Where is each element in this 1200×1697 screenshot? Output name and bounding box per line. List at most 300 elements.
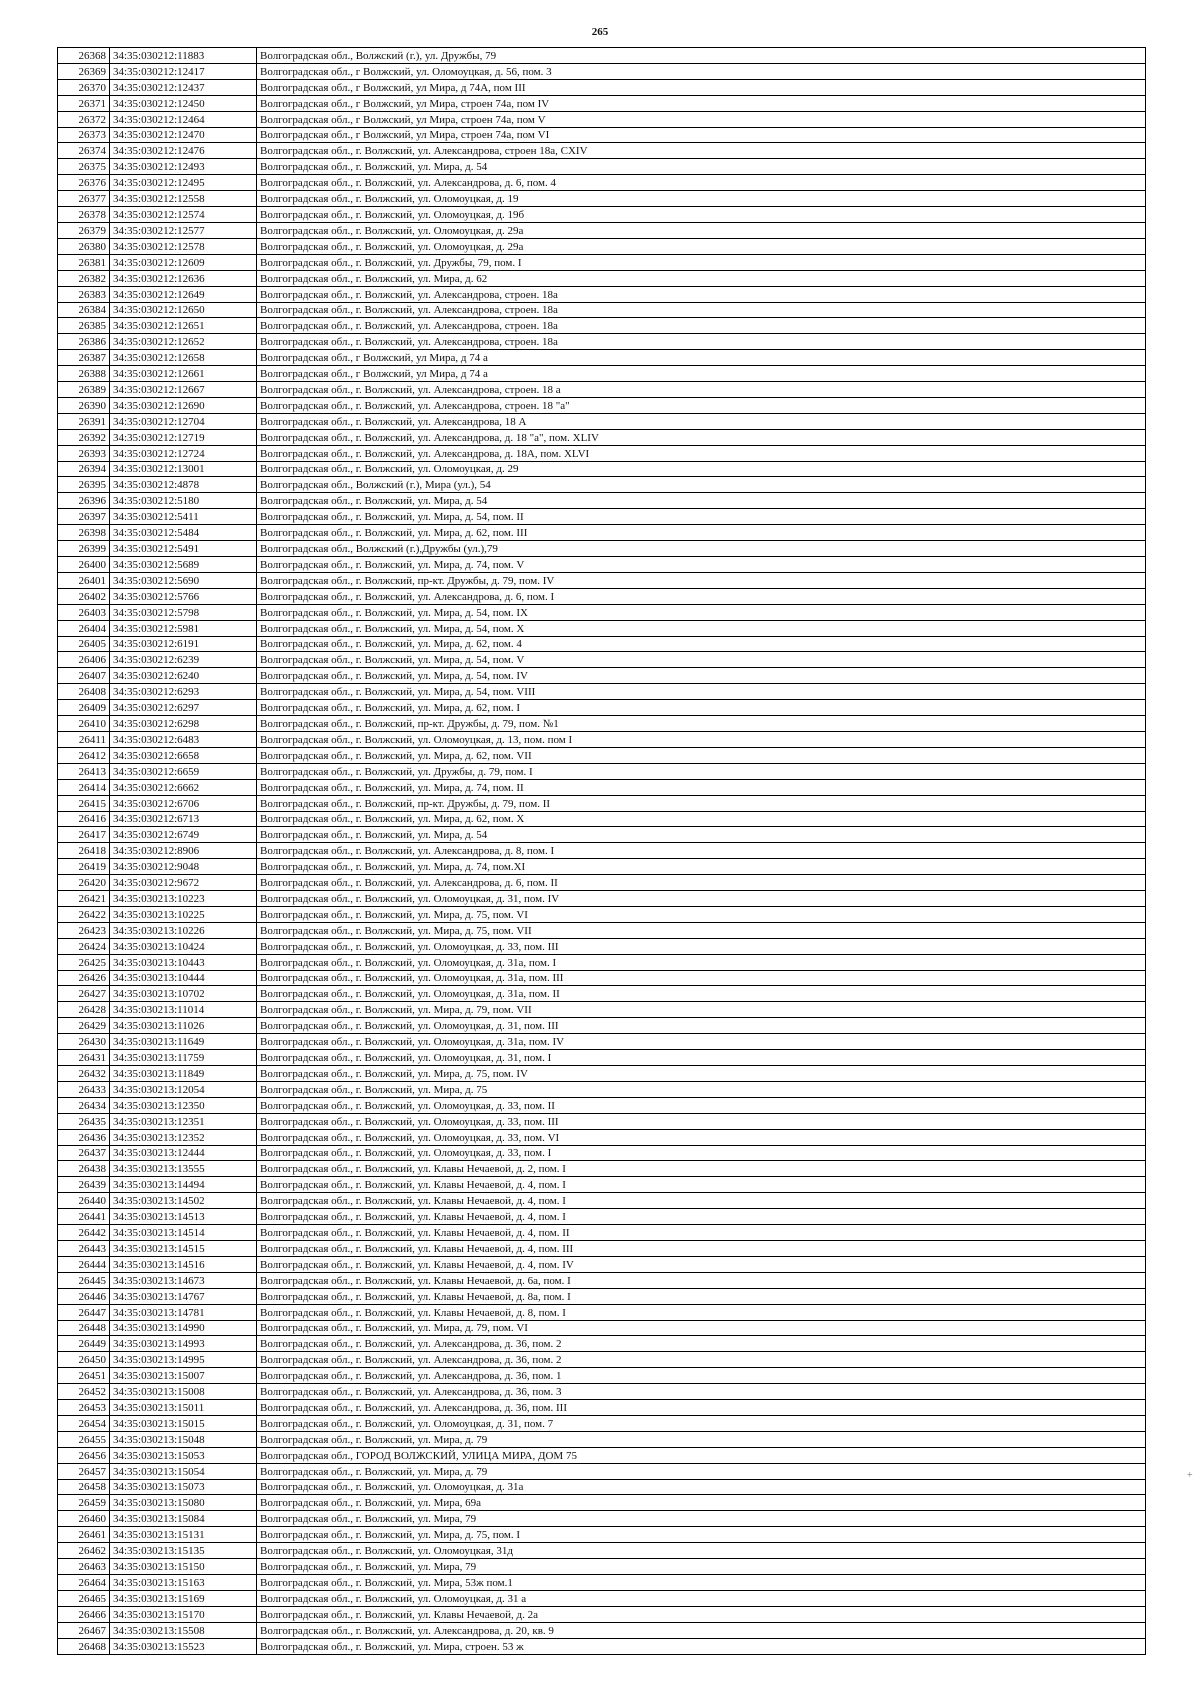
row-number-cell: 26425	[58, 954, 110, 970]
row-number-cell: 26443	[58, 1240, 110, 1256]
table-row	[58, 795, 1146, 811]
address-cell: Волгоградская обл., Волжский (г.), ул. Дружбы, 79	[257, 48, 1146, 64]
cadastral-number-cell: 34:35:030213:15007	[110, 1368, 257, 1384]
cadastral-number-cell: 34:35:030213:10424	[110, 938, 257, 954]
row-number-cell: 26466	[58, 1606, 110, 1622]
row-number-cell: 26369	[58, 63, 110, 79]
row-number-cell: 26368	[58, 48, 110, 64]
address-cell: Волгоградская обл., г. Волжский, ул. Александрова, д. 36, пом. 1	[257, 1368, 1146, 1384]
cadastral-number-cell: 34:35:030212:6749	[110, 827, 257, 843]
cadastral-number-cell: 34:35:030213:14516	[110, 1256, 257, 1272]
cadastral-number-cell: 34:35:030213:12350	[110, 1097, 257, 1113]
cadastral-number-cell: 34:35:030212:5766	[110, 588, 257, 604]
address-cell: Волгоградская обл., г. Волжский, ул. Александрова, д. 6, пом. 4	[257, 175, 1146, 191]
address-cell: Волгоградская обл., г. Волжский, ул. Александрова, д. 36, пом. 2	[257, 1352, 1146, 1368]
table-row	[58, 525, 1146, 541]
table-row	[58, 95, 1146, 111]
cadastral-number-cell: 34:35:030213:10443	[110, 954, 257, 970]
address-cell: Волгоградская обл., г. Волжский, ул. Александрова, д. 20, кв. 9	[257, 1622, 1146, 1638]
cadastral-number-cell: 34:35:030212:12464	[110, 111, 257, 127]
cadastral-number-cell: 34:35:030213:15011	[110, 1400, 257, 1416]
address-cell: Волгоградская обл., г. Волжский, ул. Оломоуцкая, д. 29	[257, 461, 1146, 477]
address-cell: Волгоградская обл., г. Волжский, ул. Клавы Нечаевой, д. 4, пом. I	[257, 1209, 1146, 1225]
table-row	[58, 1113, 1146, 1129]
address-cell: Волгоградская обл., г. Волжский, ул. Клавы Нечаевой, д. 2, пом. I	[257, 1161, 1146, 1177]
address-cell: Волгоградская обл., г. Волжский, ул. Мира, 79	[257, 1559, 1146, 1575]
address-cell: Волгоградская обл., г. Волжский, ул. Дружбы, 79, пом. I	[257, 254, 1146, 270]
row-number-cell: 26421	[58, 891, 110, 907]
row-number-cell: 26400	[58, 557, 110, 573]
cadastral-number-cell: 34:35:030213:15150	[110, 1559, 257, 1575]
address-cell: Волгоградская обл., г. Волжский, ул. Мира, д. 62, пом. X	[257, 811, 1146, 827]
cadastral-number-cell: 34:35:030212:5484	[110, 525, 257, 541]
table-row	[58, 111, 1146, 127]
table-row	[58, 827, 1146, 843]
row-number-cell: 26384	[58, 302, 110, 318]
table-row	[58, 493, 1146, 509]
row-number-cell: 26459	[58, 1495, 110, 1511]
address-cell: Волгоградская обл., г. Волжский, ул. Мира, д. 54, пом. V	[257, 652, 1146, 668]
row-number-cell: 26467	[58, 1622, 110, 1638]
cadastral-number-cell: 34:35:030213:10702	[110, 986, 257, 1002]
address-cell: Волгоградская обл., г. Волжский, ул. Мира, д. 62, пом. III	[257, 525, 1146, 541]
cadastral-number-cell: 34:35:030212:12650	[110, 302, 257, 318]
row-number-cell: 26432	[58, 1066, 110, 1082]
address-cell: Волгоградская обл., г Волжский, ул. Оломоуцкая, д. 56, пом. 3	[257, 63, 1146, 79]
row-number-cell: 26380	[58, 238, 110, 254]
row-number-cell: 26379	[58, 222, 110, 238]
table-row	[58, 1161, 1146, 1177]
row-number-cell: 26393	[58, 445, 110, 461]
cadastral-number-cell: 34:35:030212:6239	[110, 652, 257, 668]
address-cell: Волгоградская обл., г. Волжский, ул. Оломоуцкая, д. 19	[257, 191, 1146, 207]
table-row	[58, 270, 1146, 286]
row-number-cell: 26399	[58, 541, 110, 557]
address-cell: Волгоградская обл., г. Волжский, ул. Оломоуцкая, д. 31, пом. IV	[257, 891, 1146, 907]
row-number-cell: 26446	[58, 1288, 110, 1304]
table-row	[58, 1320, 1146, 1336]
address-cell: Волгоградская обл., г. Волжский, ул. Клавы Нечаевой, д. 4, пом. IV	[257, 1256, 1146, 1272]
cadastral-number-cell: 34:35:030212:12636	[110, 270, 257, 286]
row-number-cell: 26428	[58, 1002, 110, 1018]
cadastral-number-cell: 34:35:030213:15054	[110, 1463, 257, 1479]
table-row	[58, 159, 1146, 175]
table-row	[58, 572, 1146, 588]
row-number-cell: 26381	[58, 254, 110, 270]
cadastral-number-cell: 34:35:030213:14514	[110, 1225, 257, 1241]
cadastral-number-cell: 34:35:030212:6191	[110, 636, 257, 652]
table-row	[58, 127, 1146, 143]
address-cell: Волгоградская обл., г. Волжский, ул. Мира, д. 75, пом. VI	[257, 906, 1146, 922]
cadastral-number-cell: 34:35:030213:11026	[110, 1018, 257, 1034]
row-number-cell: 26411	[58, 731, 110, 747]
address-cell: Волгоградская обл., г. Волжский, ул. Александрова, строен. 18а	[257, 318, 1146, 334]
cadastral-number-cell: 34:35:030213:14993	[110, 1336, 257, 1352]
table-row	[58, 461, 1146, 477]
row-number-cell: 26412	[58, 747, 110, 763]
address-cell: Волгоградская обл., г. Волжский, ул. Мира, д. 75	[257, 1081, 1146, 1097]
table-row	[58, 366, 1146, 382]
row-number-cell: 26464	[58, 1575, 110, 1591]
row-number-cell: 26450	[58, 1352, 110, 1368]
cadastral-number-cell: 34:35:030213:15508	[110, 1622, 257, 1638]
row-number-cell: 26405	[58, 636, 110, 652]
row-number-cell: 26376	[58, 175, 110, 191]
address-cell: Волгоградская обл., г. Волжский, ул. Александрова, д. 6, пом. I	[257, 588, 1146, 604]
address-cell: Волгоградская обл., г. Волжский, ул. Мира, д. 79, пом. VII	[257, 1002, 1146, 1018]
cadastral-number-cell: 34:35:030212:6483	[110, 731, 257, 747]
table-row	[58, 891, 1146, 907]
address-cell: Волгоградская обл., г. Волжский, ул. Мира, 69а	[257, 1495, 1146, 1511]
row-number-cell: 26435	[58, 1113, 110, 1129]
address-cell: Волгоградская обл., г. Волжский, ул. Оломоуцкая, д. 31 а	[257, 1590, 1146, 1606]
table-row	[58, 445, 1146, 461]
table-row	[58, 318, 1146, 334]
cadastral-number-cell: 34:35:030213:12351	[110, 1113, 257, 1129]
cadastral-number-cell: 34:35:030213:14502	[110, 1193, 257, 1209]
row-number-cell: 26401	[58, 572, 110, 588]
cadastral-number-cell: 34:35:030212:6662	[110, 779, 257, 795]
row-number-cell: 26374	[58, 143, 110, 159]
address-cell: Волгоградская обл., г. Волжский, пр-кт. Дружбы, д. 79, пом. №1	[257, 716, 1146, 732]
table-row	[58, 922, 1146, 938]
row-number-cell: 26383	[58, 286, 110, 302]
address-cell: Волгоградская обл., г Волжский, ул Мира, д 74А, пом III	[257, 79, 1146, 95]
row-number-cell: 26372	[58, 111, 110, 127]
row-number-cell: 26458	[58, 1479, 110, 1495]
address-cell: Волгоградская обл., г. Волжский, ул. Мира, д. 54, пом. X	[257, 620, 1146, 636]
table-row	[58, 541, 1146, 557]
row-number-cell: 26373	[58, 127, 110, 143]
table-row	[58, 1622, 1146, 1638]
cadastral-number-cell: 34:35:030213:10225	[110, 906, 257, 922]
table-row	[58, 652, 1146, 668]
cadastral-number-cell: 34:35:030212:12493	[110, 159, 257, 175]
row-number-cell: 26462	[58, 1543, 110, 1559]
address-cell: Волгоградская обл., г. Волжский, ул. Александрова, д. 18 "а", пом. XLIV	[257, 429, 1146, 445]
row-number-cell: 26390	[58, 397, 110, 413]
cadastral-number-cell: 34:35:030212:6658	[110, 747, 257, 763]
table-row	[58, 350, 1146, 366]
address-cell: Волгоградская обл., г. Волжский, ул. Александрова, д. 6, пом. II	[257, 875, 1146, 891]
cadastral-number-cell: 34:35:030212:12495	[110, 175, 257, 191]
cadastral-number-cell: 34:35:030212:12577	[110, 222, 257, 238]
cadastral-number-cell: 34:35:030212:12470	[110, 127, 257, 143]
table-row	[58, 1431, 1146, 1447]
table-row	[58, 604, 1146, 620]
address-cell: Волгоградская обл., г. Волжский, ул. Мира, д. 79	[257, 1431, 1146, 1447]
address-cell: Волгоградская обл., г. Волжский, ул. Александрова, д. 18А, пом. XLVI	[257, 445, 1146, 461]
cadastral-number-cell: 34:35:030212:8906	[110, 843, 257, 859]
table-row	[58, 334, 1146, 350]
row-number-cell: 26441	[58, 1209, 110, 1225]
row-number-cell: 26385	[58, 318, 110, 334]
row-number-cell: 26463	[58, 1559, 110, 1575]
cadastral-number-cell: 34:35:030212:5491	[110, 541, 257, 557]
address-cell: Волгоградская обл., г. Волжский, ул. Мира, д. 79, пом. VI	[257, 1320, 1146, 1336]
row-number-cell: 26418	[58, 843, 110, 859]
row-number-cell: 26409	[58, 700, 110, 716]
address-cell: Волгоградская обл., г. Волжский, ул. Оломоуцкая, д. 31а, пом. II	[257, 986, 1146, 1002]
row-number-cell: 26414	[58, 779, 110, 795]
row-number-cell: 26468	[58, 1638, 110, 1654]
table-row	[58, 620, 1146, 636]
row-number-cell: 26370	[58, 79, 110, 95]
address-cell: Волгоградская обл., г. Волжский, ул. Оломоуцкая, д. 19б	[257, 207, 1146, 223]
address-cell: Волгоградская обл., г. Волжский, ул. Мира, д. 62, пом. I	[257, 700, 1146, 716]
cadastral-number-cell: 34:35:030213:12054	[110, 1081, 257, 1097]
row-number-cell: 26437	[58, 1145, 110, 1161]
table-row	[58, 557, 1146, 573]
address-cell: Волгоградская обл., г Волжский, ул Мира, строен 74а, пом IV	[257, 95, 1146, 111]
cadastral-number-cell: 34:35:030212:12578	[110, 238, 257, 254]
cadastral-number-cell: 34:35:030212:6293	[110, 684, 257, 700]
cadastral-number-cell: 34:35:030213:12444	[110, 1145, 257, 1161]
table-row	[58, 859, 1146, 875]
table-row	[58, 1209, 1146, 1225]
table-row	[58, 1081, 1146, 1097]
address-cell: Волгоградская обл., г. Волжский, ул. Мира, д. 74, пом.XI	[257, 859, 1146, 875]
row-number-cell: 26451	[58, 1368, 110, 1384]
address-cell: Волгоградская обл., г Волжский, ул Мира, строен 74а, пом VI	[257, 127, 1146, 143]
address-cell: Волгоградская обл., г. Волжский, ул. Мира, строен. 53 ж	[257, 1638, 1146, 1654]
table-row	[58, 970, 1146, 986]
table-row	[58, 1145, 1146, 1161]
cadastral-number-cell: 34:35:030212:9672	[110, 875, 257, 891]
address-cell: Волгоградская обл., г. Волжский, ул. Мира, д. 54, пом. II	[257, 509, 1146, 525]
table-row	[58, 1447, 1146, 1463]
cadastral-number-cell: 34:35:030212:9048	[110, 859, 257, 875]
row-number-cell: 26387	[58, 350, 110, 366]
row-number-cell: 26454	[58, 1415, 110, 1431]
row-number-cell: 26415	[58, 795, 110, 811]
row-number-cell: 26436	[58, 1129, 110, 1145]
row-number-cell: 26389	[58, 382, 110, 398]
row-number-cell: 26434	[58, 1097, 110, 1113]
address-cell: Волгоградская обл., г. Волжский, ул. Оломоуцкая, д. 31, пом. I	[257, 1050, 1146, 1066]
row-number-cell: 26416	[58, 811, 110, 827]
cadastral-number-cell: 34:35:030212:12719	[110, 429, 257, 445]
row-number-cell: 26408	[58, 684, 110, 700]
table-row	[58, 843, 1146, 859]
cadastral-number-cell: 34:35:030213:15053	[110, 1447, 257, 1463]
table-row	[58, 1129, 1146, 1145]
table-row	[58, 1225, 1146, 1241]
address-cell: Волгоградская обл., г. Волжский, ул. Мира, д. 74, пом. V	[257, 557, 1146, 573]
address-cell: Волгоградская обл., г. Волжский, ул. Мира, д. 54, пом. VIII	[257, 684, 1146, 700]
table-row	[58, 1495, 1146, 1511]
table-row	[58, 302, 1146, 318]
table-row	[58, 1050, 1146, 1066]
address-cell: Волгоградская обл., г. Волжский, ул. Клавы Нечаевой, д. 6а, пом. I	[257, 1272, 1146, 1288]
row-number-cell: 26423	[58, 922, 110, 938]
table-row	[58, 79, 1146, 95]
address-cell: Волгоградская обл., г Волжский, ул Мира, строен 74а, пом V	[257, 111, 1146, 127]
address-cell: Волгоградская обл., г. Волжский, ул. Оломоуцкая, д. 29а	[257, 238, 1146, 254]
address-cell: Волгоградская обл., г. Волжский, ул. Клавы Нечаевой, д. 8а, пом. I	[257, 1288, 1146, 1304]
row-number-cell: 26448	[58, 1320, 110, 1336]
cadastral-number-cell: 34:35:030213:10223	[110, 891, 257, 907]
row-number-cell: 26395	[58, 477, 110, 493]
address-cell: Волгоградская обл., г. Волжский, ул. Александрова, строен. 18а	[257, 334, 1146, 350]
table-row	[58, 48, 1146, 64]
table-row	[58, 191, 1146, 207]
row-number-cell: 26438	[58, 1161, 110, 1177]
row-number-cell: 26444	[58, 1256, 110, 1272]
row-number-cell: 26397	[58, 509, 110, 525]
row-number-cell: 26413	[58, 763, 110, 779]
address-cell: Волгоградская обл., г. Волжский, ул. Александрова, строен. 18а	[257, 286, 1146, 302]
cadastral-number-cell: 34:35:030213:11849	[110, 1066, 257, 1082]
table-row	[58, 207, 1146, 223]
cadastral-number-cell: 34:35:030212:12661	[110, 366, 257, 382]
address-cell: Волгоградская обл., г Волжский, ул Мира, д 74 а	[257, 350, 1146, 366]
table-row	[58, 716, 1146, 732]
address-cell: Волгоградская обл., г. Волжский, ул. Клавы Нечаевой, д. 8, пом. I	[257, 1304, 1146, 1320]
table-row	[58, 1177, 1146, 1193]
address-cell: Волгоградская обл., г. Волжский, ул. Оломоуцкая, д. 29а	[257, 222, 1146, 238]
table-row	[58, 413, 1146, 429]
address-cell: Волгоградская обл., г. Волжский, ул. Мира, д. 75, пом. IV	[257, 1066, 1146, 1082]
row-number-cell: 26378	[58, 207, 110, 223]
row-number-cell: 26452	[58, 1384, 110, 1400]
address-cell: Волгоградская обл., Волжский (г.), Мира (ул.), 54	[257, 477, 1146, 493]
address-cell: Волгоградская обл., г. Волжский, ул. Оломоуцкая, д. 31, пом. 7	[257, 1415, 1146, 1431]
address-cell: Волгоградская обл., г. Волжский, ул. Мира, д. 54	[257, 827, 1146, 843]
cadastral-number-cell: 34:35:030212:6240	[110, 668, 257, 684]
address-cell: Волгоградская обл., г. Волжский, ул. Мира, д. 62	[257, 270, 1146, 286]
row-number-cell: 26431	[58, 1050, 110, 1066]
row-number-cell: 26440	[58, 1193, 110, 1209]
table-row	[58, 588, 1146, 604]
table-row	[58, 1638, 1146, 1654]
cadastral-number-cell: 34:35:030212:13001	[110, 461, 257, 477]
address-cell: Волгоградская обл., г. Волжский, ул. Оломоуцкая, д. 13, пом. пом I	[257, 731, 1146, 747]
table-row	[58, 429, 1146, 445]
cadastral-number-cell: 34:35:030212:12609	[110, 254, 257, 270]
table-row	[58, 1543, 1146, 1559]
address-cell: Волгоградская обл., г. Волжский, ул. Мира, д. 79	[257, 1463, 1146, 1479]
cadastral-number-cell: 34:35:030213:15084	[110, 1511, 257, 1527]
address-cell: Волгоградская обл., г. Волжский, ул. Оломоуцкая, д. 33, пом. II	[257, 1097, 1146, 1113]
cadastral-number-cell: 34:35:030213:15073	[110, 1479, 257, 1495]
table-row	[58, 1527, 1146, 1543]
cadastral-number-cell: 34:35:030213:15163	[110, 1575, 257, 1591]
address-cell: Волгоградская обл., г. Волжский, ул. Оломоуцкая, 31д	[257, 1543, 1146, 1559]
table-row	[58, 63, 1146, 79]
row-number-cell: 26427	[58, 986, 110, 1002]
row-number-cell: 26392	[58, 429, 110, 445]
address-cell: Волгоградская обл., г. Волжский, ул. Александрова, строен. 18 а	[257, 382, 1146, 398]
row-number-cell: 26424	[58, 938, 110, 954]
cadastral-number-cell: 34:35:030212:12652	[110, 334, 257, 350]
address-cell: Волгоградская обл., г. Волжский, ул. Оломоуцкая, д. 33, пом. I	[257, 1145, 1146, 1161]
table-row	[58, 286, 1146, 302]
cadastral-number-cell: 34:35:030212:5798	[110, 604, 257, 620]
cadastral-number-cell: 34:35:030212:12658	[110, 350, 257, 366]
cadastral-number-cell: 34:35:030213:10226	[110, 922, 257, 938]
row-number-cell: 26396	[58, 493, 110, 509]
cadastral-number-cell: 34:35:030212:6706	[110, 795, 257, 811]
address-cell: Волгоградская обл., г. Волжский, ул. Оломоуцкая, д. 33, пом. III	[257, 938, 1146, 954]
address-cell: Волгоградская обл., г. Волжский, ул. Александрова, 18 А	[257, 413, 1146, 429]
table-row	[58, 779, 1146, 795]
cadastral-number-cell: 34:35:030212:12558	[110, 191, 257, 207]
row-number-cell: 26403	[58, 604, 110, 620]
table-row	[58, 254, 1146, 270]
address-cell: Волгоградская обл., г. Волжский, пр-кт. Дружбы, д. 79, пом. IV	[257, 572, 1146, 588]
cadastral-number-cell: 34:35:030212:6298	[110, 716, 257, 732]
cadastral-number-cell: 34:35:030212:11883	[110, 48, 257, 64]
table-row	[58, 1384, 1146, 1400]
row-number-cell: 26429	[58, 1018, 110, 1034]
table-row	[58, 382, 1146, 398]
table-row	[58, 636, 1146, 652]
table-row	[58, 1240, 1146, 1256]
table-row	[58, 1606, 1146, 1622]
address-cell: Волгоградская обл., г. Волжский, ул. Мира, д. 62, пом. 4	[257, 636, 1146, 652]
cadastral-number-cell: 34:35:030213:14513	[110, 1209, 257, 1225]
cadastral-number-cell: 34:35:030213:14494	[110, 1177, 257, 1193]
address-cell: Волгоградская обл., г. Волжский, ул. Клавы Нечаевой, д. 4, пом. I	[257, 1177, 1146, 1193]
table-row	[58, 1304, 1146, 1320]
table-row	[58, 986, 1146, 1002]
registry-body	[58, 48, 1146, 1655]
address-cell: Волгоградская обл., г. Волжский, ул. Клавы Нечаевой, д. 4, пом. II	[257, 1225, 1146, 1241]
address-cell: Волгоградская обл., г. Волжский, ул. Мира, 53ж пом.1	[257, 1575, 1146, 1591]
table-row	[58, 1288, 1146, 1304]
cadastral-number-cell: 34:35:030212:6659	[110, 763, 257, 779]
row-number-cell: 26406	[58, 652, 110, 668]
row-number-cell: 26398	[58, 525, 110, 541]
row-number-cell: 26460	[58, 1511, 110, 1527]
row-number-cell: 26433	[58, 1081, 110, 1097]
table-row	[58, 1400, 1146, 1416]
address-cell: Волгоградская обл., г. Волжский, ул. Мира, д. 54, пом. IX	[257, 604, 1146, 620]
row-number-cell: 26449	[58, 1336, 110, 1352]
cadastral-number-cell: 34:35:030212:12690	[110, 397, 257, 413]
address-cell: Волгоградская обл., г. Волжский, ул. Оломоуцкая, д. 31, пом. III	[257, 1018, 1146, 1034]
table-row	[58, 1193, 1146, 1209]
table-row	[58, 1590, 1146, 1606]
row-number-cell: 26404	[58, 620, 110, 636]
row-number-cell: 26422	[58, 906, 110, 922]
cadastral-number-cell: 34:35:030213:11649	[110, 1034, 257, 1050]
cadastral-number-cell: 34:35:030213:15169	[110, 1590, 257, 1606]
address-cell: Волгоградская обл., г. Волжский, ул. Мира, д. 62, пом. VII	[257, 747, 1146, 763]
address-cell: Волгоградская обл., г. Волжский, ул. Александрова, д. 36, пом. 3	[257, 1384, 1146, 1400]
row-number-cell: 26426	[58, 970, 110, 986]
row-number-cell: 26410	[58, 716, 110, 732]
cadastral-number-cell: 34:35:030212:6713	[110, 811, 257, 827]
cadastral-number-cell: 34:35:030212:12417	[110, 63, 257, 79]
table-row	[58, 875, 1146, 891]
address-cell: Волгоградская обл., г. Волжский, ул. Мира, д. 75, пом. VII	[257, 922, 1146, 938]
table-row	[58, 397, 1146, 413]
address-cell: Волгоградская обл., г. Волжский, ул. Дружбы, д. 79, пом. I	[257, 763, 1146, 779]
edge-mark: +	[1187, 1470, 1193, 1481]
row-number-cell: 26461	[58, 1527, 110, 1543]
table-row	[58, 175, 1146, 191]
address-cell: Волгоградская обл., г. Волжский, ул. Александрова, строен. 18 "а"	[257, 397, 1146, 413]
table-row	[58, 1575, 1146, 1591]
row-number-cell: 26456	[58, 1447, 110, 1463]
table-row	[58, 811, 1146, 827]
address-cell: Волгоградская обл., г. Волжский, ул. Клавы Нечаевой, д. 4, пом. I	[257, 1193, 1146, 1209]
row-number-cell: 26388	[58, 366, 110, 382]
row-number-cell: 26371	[58, 95, 110, 111]
row-number-cell: 26377	[58, 191, 110, 207]
